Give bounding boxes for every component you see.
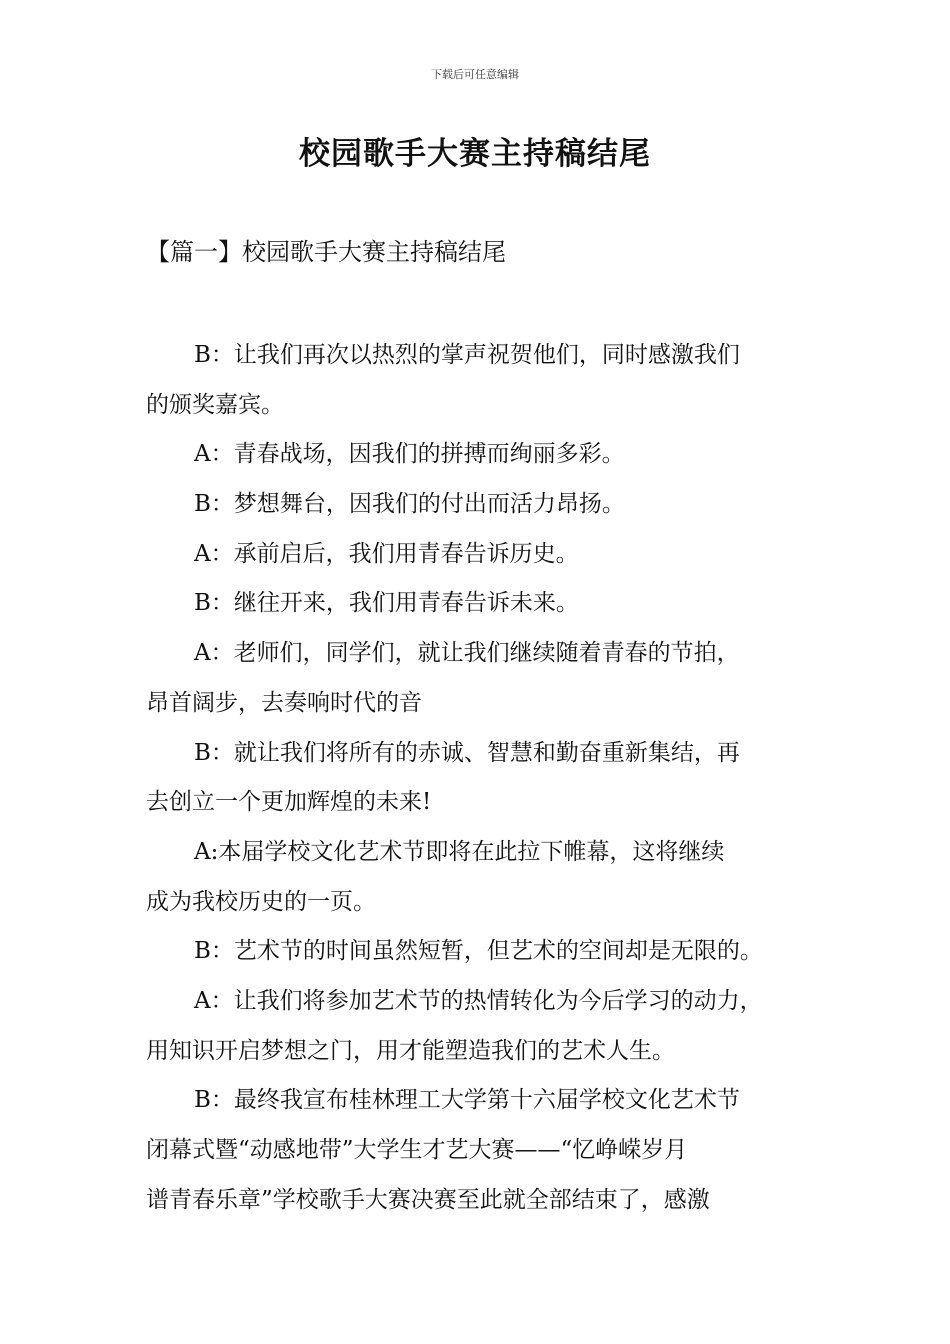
paragraph-line: 成为我校历史的一页。 xyxy=(146,888,376,915)
section-heading: 【篇一】校园歌手大赛主持稿结尾 xyxy=(146,238,506,266)
paragraph-line: B：就让我们将所有的赤诚、智慧和勤奋重新集结，再 xyxy=(194,739,740,766)
paragraph-line: A：让我们将参加艺术节的热情转化为今后学习的动力， xyxy=(194,987,763,1014)
header-note: 下载后可任意编辑 xyxy=(431,68,519,81)
paragraph-line: B：继往开来，我们用青春告诉未来。 xyxy=(194,590,579,617)
paragraph-line: B：让我们再次以热烈的掌声祝贺他们，同时感激我们 xyxy=(194,342,740,368)
paragraph-line: 谱青春乐章”学校歌手大赛决赛至此就全部结束了，感激 xyxy=(146,1186,710,1213)
paragraph-line: A:本届学校文化艺术节即将在此拉下帷幕，这将继续 xyxy=(194,838,725,865)
paragraph-line: 昂首阔步，去奏响时代的音 xyxy=(146,689,422,716)
page-title: 校园歌手大赛主持稿结尾 xyxy=(299,136,651,172)
paragraph-line: A：青春战场，因我们的拼搏而绚丽多彩。 xyxy=(194,441,625,468)
paragraph-line: A：承前启后，我们用青春告诉历史。 xyxy=(194,540,579,567)
paragraph-line: B：艺术节的时间虽然短暂，但艺术的空间却是无限的。 xyxy=(194,938,763,965)
paragraph-line: 的颁奖嘉宾。 xyxy=(146,391,284,418)
paragraph-line: B：梦想舞台，因我们的付出而活力昂扬。 xyxy=(194,491,625,518)
paragraph-line: 闭幕式暨“动感地带”大学生才艺大赛——“忆峥嵘岁月 xyxy=(146,1137,688,1163)
paragraph-line: B：最终我宣布桂林理工大学第十六届学校文化艺术节 xyxy=(194,1087,740,1114)
paragraph-line: A：老师们，同学们，就让我们继续随着青春的节拍， xyxy=(194,640,740,667)
paragraph-line: 去创立一个更加辉煌的未来! xyxy=(146,789,432,816)
paragraph-line: 用知识开启梦想之门，用才能塑造我们的艺术人生。 xyxy=(146,1037,675,1064)
body-text xyxy=(146,331,816,1225)
